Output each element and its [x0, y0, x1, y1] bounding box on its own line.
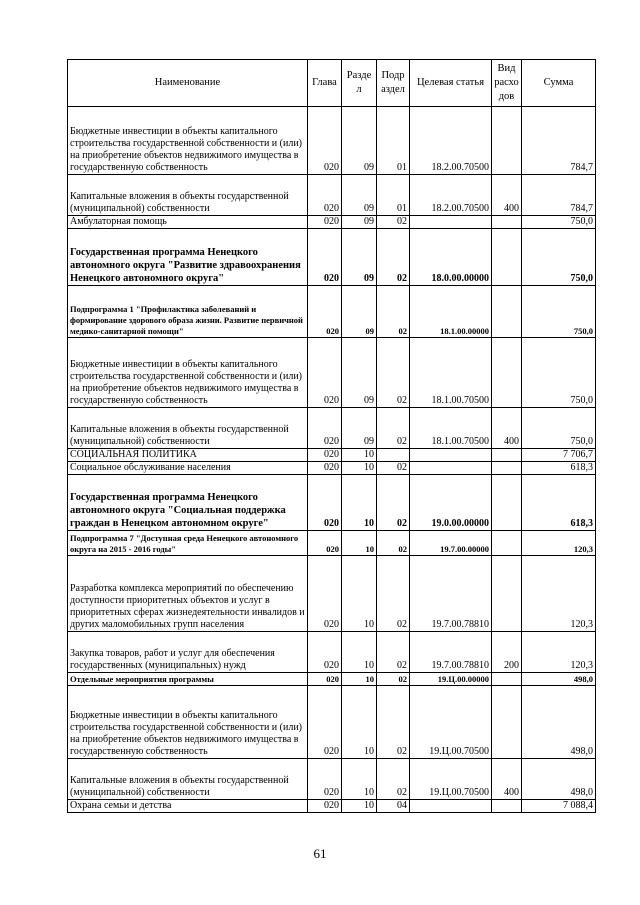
row-podrazdel: 02 [377, 673, 410, 686]
row-sum: 7 706,7 [522, 449, 596, 462]
row-glava: 020 [308, 673, 342, 686]
row-sum: 750,0 [522, 408, 596, 449]
row-sum: 750,0 [522, 286, 596, 338]
row-glava: 020 [308, 449, 342, 462]
row-razdel: 09 [342, 175, 377, 216]
row-sum: 498,0 [522, 759, 596, 800]
table-row [68, 462, 596, 475]
row-name: Охрана семьи и детства [68, 800, 308, 813]
row-target: 19.Ц.00.00000 [410, 673, 492, 686]
row-glava: 020 [308, 286, 342, 338]
row-glava: 020 [308, 800, 342, 813]
table-row [68, 286, 596, 338]
budget-table [67, 59, 596, 813]
row-target: 18.2.00.70500 [410, 107, 492, 175]
row-sum: 750,0 [522, 338, 596, 408]
row-podrazdel: 02 [377, 462, 410, 475]
row-podrazdel: 02 [377, 286, 410, 338]
row-name: Подпрограмма 7 "Доступная среда Ненецкого автономного округа на 2015 - 2016 годы" [68, 531, 308, 556]
row-target: 19.7.00.78810 [410, 556, 492, 632]
row-name: Бюджетные инвестиции в объекты капитального строительства государственной собственности и (или) на приобретение объектов недвижимого имущества в государственную собственность [68, 686, 308, 759]
row-vid: 400 [492, 408, 522, 449]
row-vid [492, 107, 522, 175]
row-podrazdel: 02 [377, 216, 410, 229]
row-podrazdel: 02 [377, 531, 410, 556]
row-vid [492, 686, 522, 759]
row-sum: 498,0 [522, 686, 596, 759]
row-name: СОЦИАЛЬНАЯ ПОЛИТИКА [68, 449, 308, 462]
row-vid: 200 [492, 632, 522, 673]
row-target: 19.0.00.00000 [410, 475, 492, 531]
row-glava: 020 [308, 556, 342, 632]
row-glava: 020 [308, 338, 342, 408]
row-target: 18.1.00.70500 [410, 408, 492, 449]
row-sum: 498,0 [522, 673, 596, 686]
row-vid [492, 286, 522, 338]
header-sum: Сумма [522, 60, 596, 107]
table-row [68, 175, 596, 216]
row-target [410, 216, 492, 229]
row-razdel: 10 [342, 632, 377, 673]
table-row [68, 408, 596, 449]
row-target [410, 449, 492, 462]
row-podrazdel: 02 [377, 686, 410, 759]
table-row [68, 216, 596, 229]
row-sum: 120,3 [522, 556, 596, 632]
header-glava: Глава [308, 60, 342, 107]
row-name: Отдельные мероприятия программы [68, 673, 308, 686]
row-sum: 750,0 [522, 216, 596, 229]
row-glava: 020 [308, 686, 342, 759]
row-vid [492, 556, 522, 632]
row-glava: 020 [308, 216, 342, 229]
row-razdel: 09 [342, 338, 377, 408]
row-target: 19.7.00.00000 [410, 531, 492, 556]
row-vid [492, 475, 522, 531]
row-podrazdel [377, 449, 410, 462]
row-razdel: 09 [342, 216, 377, 229]
row-glava: 020 [308, 408, 342, 449]
row-vid [492, 531, 522, 556]
row-podrazdel: 02 [377, 408, 410, 449]
row-vid [492, 449, 522, 462]
table-row [68, 759, 596, 800]
header-row [68, 60, 596, 107]
row-podrazdel: 02 [377, 632, 410, 673]
page-number: 61 [313, 846, 327, 861]
table-row [68, 686, 596, 759]
table-row [68, 556, 596, 632]
row-glava: 020 [308, 107, 342, 175]
row-sum: 7 088,4 [522, 800, 596, 813]
row-target: 18.1.00.70500 [410, 338, 492, 408]
table-row [68, 229, 596, 286]
row-target: 18.2.00.70500 [410, 175, 492, 216]
header-podrazdel: Подр аздел [377, 60, 410, 107]
row-vid [492, 462, 522, 475]
table-row [68, 632, 596, 673]
row-razdel: 10 [342, 462, 377, 475]
row-vid [492, 216, 522, 229]
table-row [68, 449, 596, 462]
row-podrazdel: 02 [377, 556, 410, 632]
table-row [68, 800, 596, 813]
row-sum: 784,7 [522, 175, 596, 216]
row-name: Амбулаторная помощь [68, 216, 308, 229]
row-target: 19.Ц.00.70500 [410, 759, 492, 800]
row-name: Разработка комплекса мероприятий по обеспечению доступности приоритетных объектов и услуг в приоритетных сферах жизнедеятельности инвалидов и других маломобильных групп населения [68, 556, 308, 632]
row-sum: 120,3 [522, 632, 596, 673]
row-vid: 400 [492, 175, 522, 216]
table-row [68, 531, 596, 556]
header-vid: Вид расхо дов [492, 60, 522, 107]
table-row [68, 107, 596, 175]
header-razdel: Разде л [342, 60, 377, 107]
row-target [410, 462, 492, 475]
row-podrazdel: 04 [377, 800, 410, 813]
table-row [68, 338, 596, 408]
row-sum: 618,3 [522, 475, 596, 531]
row-podrazdel: 02 [377, 759, 410, 800]
row-vid [492, 229, 522, 286]
row-name: Бюджетные инвестиции в объекты капитального строительства государственной собственности и (или) на приобретение объектов недвижимого имущества в государственную собственность [68, 107, 308, 175]
row-sum: 750,0 [522, 229, 596, 286]
row-name: Государственная программа Ненецкого автономного округа "Социальная поддержка граждан в Ненецком автономном округе" [68, 475, 308, 531]
row-name: Социальное обслуживание населения [68, 462, 308, 475]
row-target: 19.Ц.00.70500 [410, 686, 492, 759]
row-razdel: 10 [342, 673, 377, 686]
row-razdel: 10 [342, 556, 377, 632]
row-glava: 020 [308, 632, 342, 673]
row-glava: 020 [308, 462, 342, 475]
row-vid [492, 338, 522, 408]
row-vid [492, 800, 522, 813]
row-razdel: 10 [342, 759, 377, 800]
row-razdel: 09 [342, 286, 377, 338]
row-sum: 618,3 [522, 462, 596, 475]
row-vid: 400 [492, 759, 522, 800]
row-target: 18.1.00.00000 [410, 286, 492, 338]
row-name: Бюджетные инвестиции в объекты капитального строительства государственной собственности и (или) на приобретение объектов недвижимого имущества в государственную собственность [68, 338, 308, 408]
row-razdel: 10 [342, 686, 377, 759]
table-row [68, 475, 596, 531]
row-sum: 784,7 [522, 107, 596, 175]
row-podrazdel: 02 [377, 338, 410, 408]
row-name: Капитальные вложения в объекты государственной (муниципальной) собственности [68, 759, 308, 800]
row-podrazdel: 02 [377, 229, 410, 286]
row-razdel: 10 [342, 531, 377, 556]
row-name: Закупка товаров, работ и услуг для обеспечения государственных (муниципальных) нужд [68, 632, 308, 673]
row-podrazdel: 01 [377, 107, 410, 175]
row-target: 19.7.00.78810 [410, 632, 492, 673]
row-name: Капитальные вложения в объекты государственной (муниципальной) собственности [68, 175, 308, 216]
row-target [410, 800, 492, 813]
row-razdel: 09 [342, 229, 377, 286]
row-name: Подпрограмма 1 "Профилактика заболеваний и формирование здорового образа жизни. Развитие первичной медико-санитарной помощи" [68, 286, 308, 338]
row-sum: 120,3 [522, 531, 596, 556]
header-target: Целевая статья [410, 60, 492, 107]
table-row [68, 673, 596, 686]
row-podrazdel: 01 [377, 175, 410, 216]
row-razdel: 10 [342, 800, 377, 813]
row-vid [492, 673, 522, 686]
header-name: Наименование [68, 60, 308, 107]
row-name: Капитальные вложения в объекты государственной (муниципальной) собственности [68, 408, 308, 449]
row-glava: 020 [308, 531, 342, 556]
row-target: 18.0.00.00000 [410, 229, 492, 286]
row-razdel: 10 [342, 449, 377, 462]
row-name: Государственная программа Ненецкого автономного округа "Развитие здравоохранения Ненецкого автономного округа" [68, 229, 308, 286]
row-glava: 020 [308, 759, 342, 800]
row-razdel: 09 [342, 408, 377, 449]
row-podrazdel: 02 [377, 475, 410, 531]
row-glava: 020 [308, 475, 342, 531]
row-razdel: 09 [342, 107, 377, 175]
row-razdel: 10 [342, 475, 377, 531]
row-glava: 020 [308, 175, 342, 216]
row-glava: 020 [308, 229, 342, 286]
